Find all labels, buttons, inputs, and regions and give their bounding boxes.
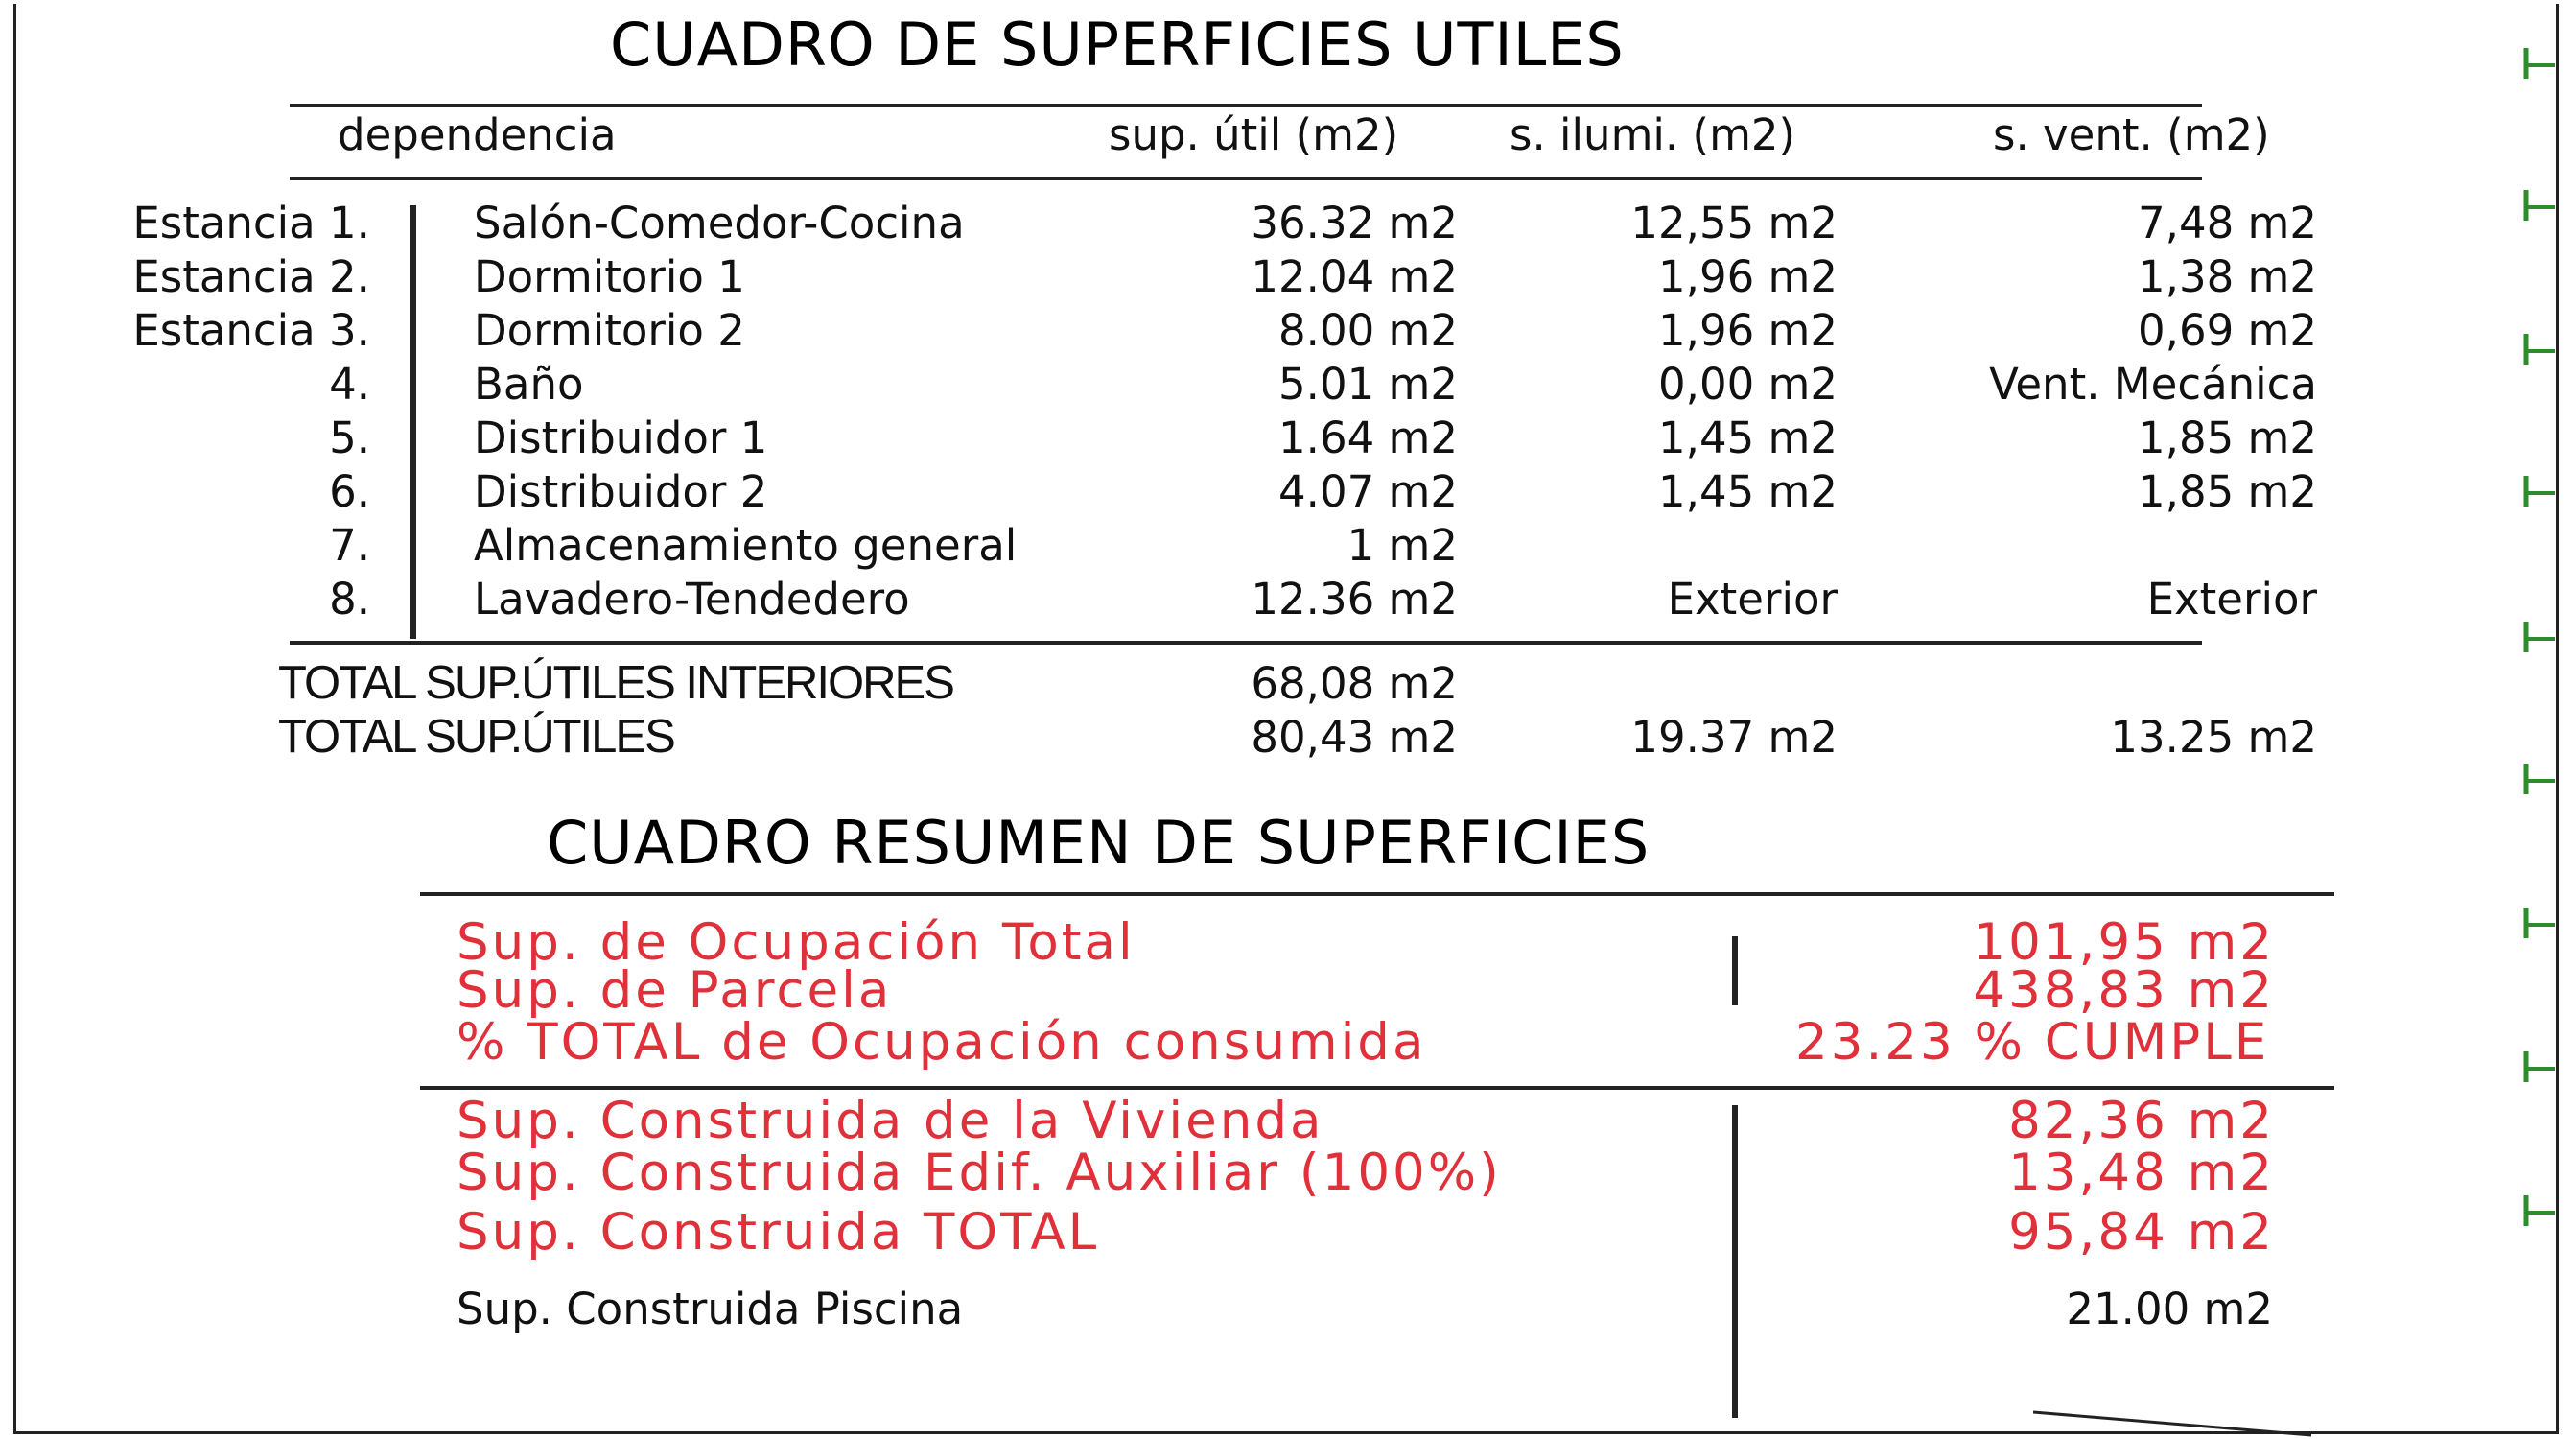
- ocupacion-separator: [1732, 936, 1738, 1005]
- margin-tick-icon: [2522, 474, 2555, 507]
- construida-separator: [1732, 1105, 1738, 1418]
- frame-corner-line: [2033, 1408, 2321, 1437]
- room-sup-ilum: 1,96 m2: [1658, 305, 1838, 356]
- room-sup-ilum: 0,00 m2: [1658, 359, 1838, 410]
- row-number: 6.: [329, 466, 370, 517]
- margin-tick-icon: [2522, 762, 2555, 794]
- room-name: Dormitorio 1: [474, 251, 745, 302]
- room-name: Baño: [474, 359, 584, 410]
- total-label: TOTAL SUP.ÚTILES INTERIORES: [278, 657, 953, 709]
- row-number: 4.: [329, 359, 370, 410]
- margin-tick-icon: [2522, 906, 2555, 938]
- total-sup-util: 68,08 m2: [1251, 658, 1458, 709]
- construida-value: 82,36 m2: [2008, 1092, 2275, 1150]
- room-sup-ilum: 1,45 m2: [1658, 413, 1838, 463]
- construida-label: Sup. Construida Edif. Auxiliar (100%): [457, 1144, 1502, 1202]
- room-sup-util: 12.04 m2: [1251, 251, 1458, 302]
- ocupacion-value: 23.23 % CUMPLE: [1795, 1013, 2270, 1072]
- header-sup-util: sup. útil (m2): [1109, 109, 1399, 160]
- margin-tick-icon: [2522, 188, 2555, 221]
- ocupacion-value: 101,95 m2: [1973, 913, 2275, 972]
- room-sup-vent: Vent. Mecánica: [1989, 359, 2317, 410]
- room-name: Dormitorio 2: [474, 305, 745, 356]
- room-sup-util: 12.36 m2: [1251, 574, 1458, 625]
- row-number: Estancia 2.: [132, 251, 370, 302]
- room-sup-vent: 7,48 m2: [2138, 198, 2317, 248]
- total-sup-util: 80,43 m2: [1251, 712, 1458, 763]
- room-name: Salón-Comedor-Cocina: [474, 198, 965, 248]
- room-sup-util: 8.00 m2: [1278, 305, 1458, 356]
- construida-value: 95,84 m2: [2008, 1203, 2275, 1262]
- ocupacion-value: 438,83 m2: [1973, 961, 2275, 1020]
- room-sup-vent: 0,69 m2: [2138, 305, 2317, 356]
- room-sup-util: 1.64 m2: [1278, 413, 1458, 463]
- resumen-title: CUADRO RESUMEN DE SUPERFICIES: [547, 808, 1651, 878]
- room-name: Distribuidor 2: [474, 466, 768, 517]
- room-sup-ilum: Exterior: [1667, 574, 1838, 625]
- row-number: Estancia 1.: [132, 198, 370, 248]
- total-sup-vent: 13.25 m2: [2110, 712, 2317, 763]
- room-sup-vent: 1,85 m2: [2138, 466, 2317, 517]
- total-sup-ilum: 19.37 m2: [1630, 712, 1838, 763]
- margin-tick-icon: [2522, 46, 2555, 79]
- margin-tick-icon: [2522, 1193, 2555, 1226]
- ocupacion-label: Sup. de Ocupación Total: [457, 913, 1136, 972]
- margin-tick-icon: [2522, 1050, 2555, 1082]
- utiles-title: CUADRO DE SUPERFICIES UTILES: [610, 10, 1625, 80]
- resumen-middle-rule: [420, 1086, 2334, 1090]
- resumen-top-rule: [420, 892, 2334, 896]
- utiles-header-top-rule: [290, 104, 2202, 107]
- room-sup-util: 4.07 m2: [1278, 466, 1458, 517]
- room-name: Lavadero-Tendedero: [474, 574, 910, 625]
- margin-tick-icon: [2522, 620, 2555, 652]
- room-sup-ilum: 12,55 m2: [1630, 198, 1838, 248]
- utiles-number-separator: [410, 205, 416, 639]
- room-sup-vent: 1,38 m2: [2138, 251, 2317, 302]
- margin-tick-icon: [2522, 332, 2555, 365]
- header-vent: s. vent. (m2): [1993, 109, 2270, 160]
- construida-label: Sup. Construida TOTAL: [457, 1203, 1100, 1262]
- room-sup-ilum: 1,45 m2: [1658, 466, 1838, 517]
- room-sup-vent: Exterior: [2146, 574, 2317, 625]
- row-number: 7.: [329, 520, 370, 571]
- room-sup-util: 5.01 m2: [1278, 359, 1458, 410]
- room-name: Almacenamiento general: [474, 520, 1018, 571]
- room-sup-util: 36.32 m2: [1251, 198, 1458, 248]
- room-sup-ilum: 1,96 m2: [1658, 251, 1838, 302]
- construida-value: 13,48 m2: [2008, 1144, 2275, 1202]
- room-sup-util: 1 m2: [1347, 520, 1458, 571]
- row-number: 5.: [329, 413, 370, 463]
- utiles-header-bottom-rule: [290, 177, 2202, 180]
- total-label: TOTAL SUP.ÚTILES: [278, 711, 674, 763]
- row-number: 8.: [329, 574, 370, 625]
- header-ilum: s. ilumi. (m2): [1510, 109, 1796, 160]
- ocupacion-label: Sup. de Parcela: [457, 961, 893, 1020]
- construida-label: Sup. Construida de la Vivienda: [457, 1092, 1324, 1150]
- room-name: Distribuidor 1: [474, 413, 768, 463]
- piscina-label: Sup. Construida Piscina: [457, 1284, 964, 1334]
- utiles-rows-bottom-rule: [290, 641, 2202, 645]
- ocupacion-label: % TOTAL de Ocupación consumida: [457, 1013, 1427, 1072]
- piscina-value: 21.00 m2: [2066, 1284, 2273, 1334]
- header-dependencia: dependencia: [338, 109, 617, 160]
- room-sup-vent: 1,85 m2: [2138, 413, 2317, 463]
- row-number: Estancia 3.: [132, 305, 370, 356]
